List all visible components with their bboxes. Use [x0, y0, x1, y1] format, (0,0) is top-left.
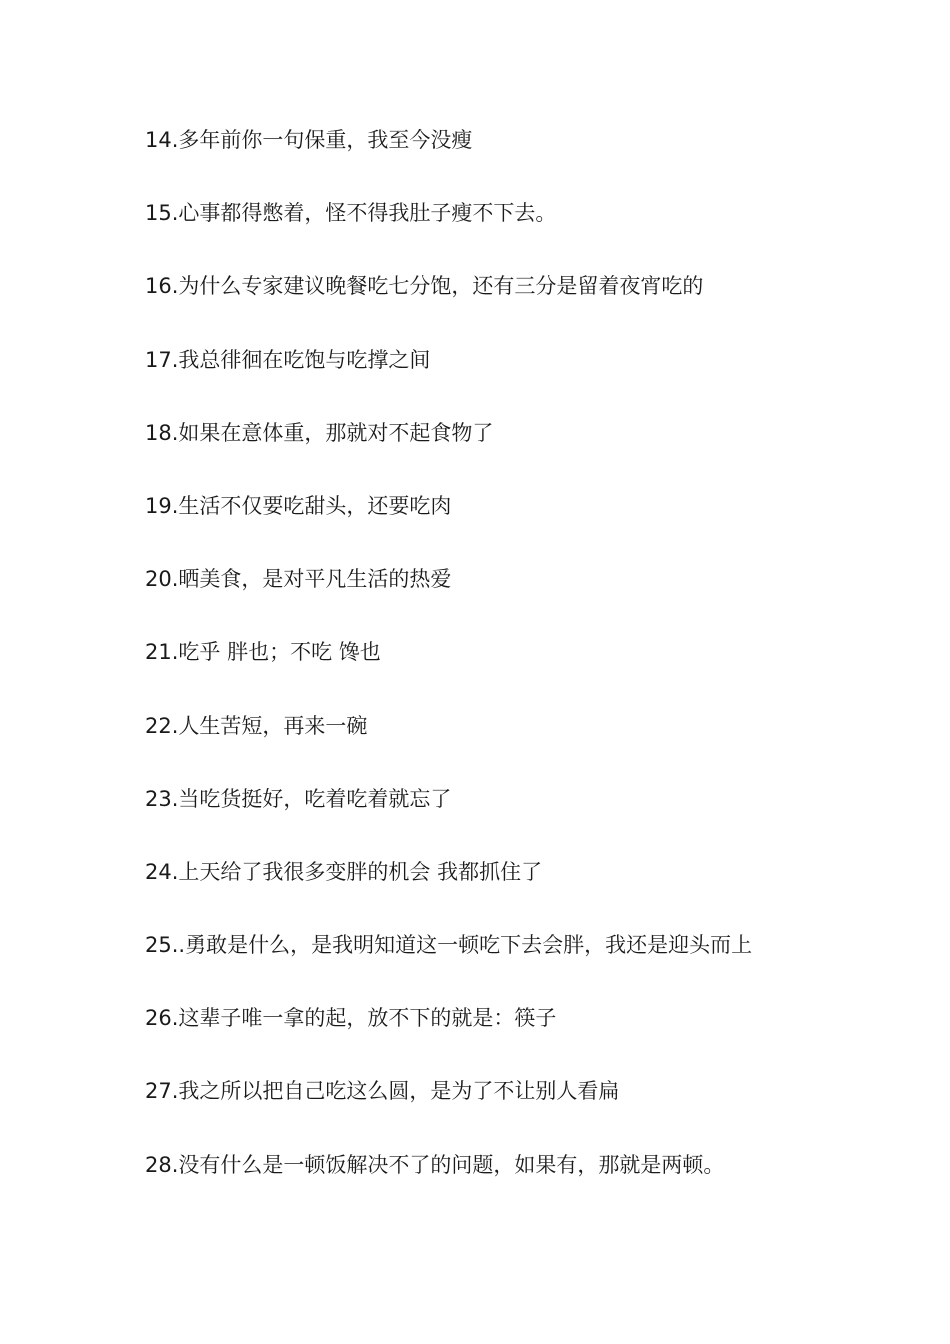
quote-line-26: 26.这辈子唯一拿的起，放不下的就是：筷子 — [145, 1006, 557, 1031]
quote-line-20: 20.晒美食，是对平凡生活的热爱 — [145, 567, 452, 592]
quote-line-21: 21.吃乎 胖也；不吃 馋也 — [145, 640, 381, 665]
quote-line-27: 27.我之所以把自己吃这么圆，是为了不让别人看扁 — [145, 1079, 620, 1104]
quote-line-28: 28.没有什么是一顿饭解决不了的问题，如果有，那就是两顿。 — [145, 1152, 725, 1177]
quote-line-17: 17.我总徘徊在吃饱与吃撑之间 — [145, 347, 431, 372]
quote-line-16: 16.为什么专家建议晚餐吃七分饱，还有三分是留着夜宵吃的 — [145, 274, 704, 299]
quote-line-23: 23.当吃货挺好，吃着吃着就忘了 — [145, 786, 452, 811]
quote-line-22: 22.人生苦短，再来一碗 — [145, 713, 368, 738]
quote-line-24: 24.上天给了我很多变胖的机会 我都抓住了 — [145, 859, 543, 884]
quote-line-25: 25..勇敢是什么，是我明知道这一顿吃下去会胖，我还是迎头而上 — [145, 933, 753, 958]
quote-line-14: 14.多年前你一句保重，我至今没瘦 — [145, 128, 473, 152]
quote-line-15: 15.心事都得憋着，怪不得我肚子瘦不下去。 — [145, 201, 557, 226]
quote-line-19: 19.生活不仅要吃甜头，还要吃肉 — [145, 493, 452, 518]
quote-line-18: 18.如果在意体重，那就对不起食物了 — [145, 420, 494, 445]
quote-list — [145, 124, 925, 1222]
